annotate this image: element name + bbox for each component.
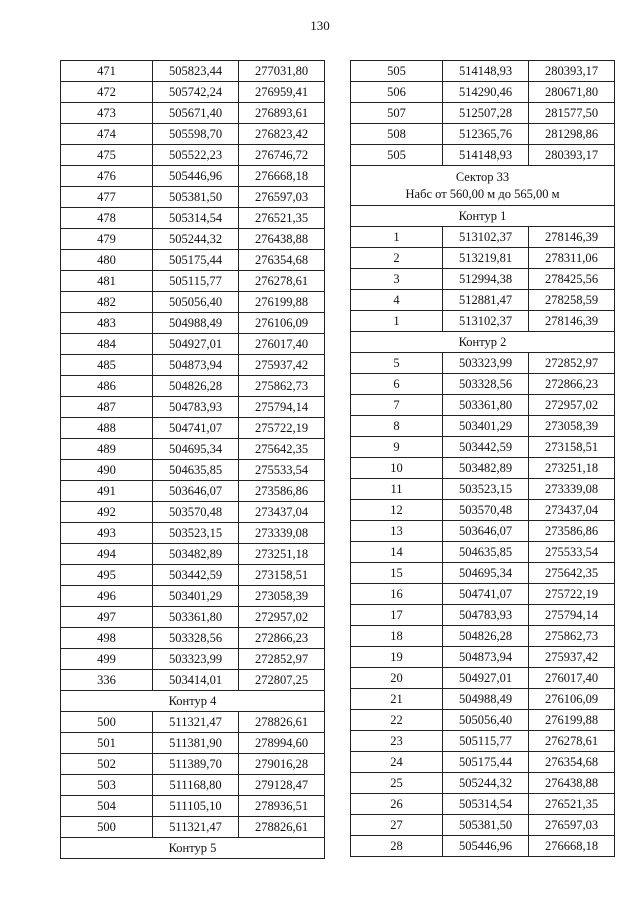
point-number-cell: 476 <box>61 166 153 187</box>
table-row <box>351 752 615 773</box>
x-coordinate-cell: 504988,49 <box>443 689 529 710</box>
point-number-cell: 495 <box>61 565 153 586</box>
point-number-cell: 18 <box>351 626 443 647</box>
x-coordinate-cell: 503328,56 <box>443 374 529 395</box>
table-row <box>351 794 615 815</box>
table-body <box>351 61 615 857</box>
table-row <box>351 500 615 521</box>
table-row <box>61 733 325 754</box>
y-coordinate-cell: 272852,97 <box>529 353 615 374</box>
x-coordinate-cell: 503328,56 <box>153 628 239 649</box>
x-coordinate-cell: 511105,10 <box>153 796 239 817</box>
y-coordinate-cell: 276354,68 <box>529 752 615 773</box>
x-coordinate-cell: 514290,46 <box>443 82 529 103</box>
table-row <box>61 460 325 481</box>
x-coordinate-cell: 504873,94 <box>443 647 529 668</box>
y-coordinate-cell: 280671,80 <box>529 82 615 103</box>
x-coordinate-cell: 503646,07 <box>153 481 239 502</box>
point-number-cell: 500 <box>61 817 153 838</box>
x-coordinate-cell: 503523,15 <box>153 523 239 544</box>
y-coordinate-cell: 276017,40 <box>239 334 325 355</box>
y-coordinate-cell: 278311,06 <box>529 248 615 269</box>
x-coordinate-cell: 504695,34 <box>153 439 239 460</box>
table-row <box>61 607 325 628</box>
point-number-cell: 3 <box>351 269 443 290</box>
point-number-cell: 13 <box>351 521 443 542</box>
x-coordinate-cell: 512881,47 <box>443 290 529 311</box>
x-coordinate-cell: 511381,90 <box>153 733 239 754</box>
y-coordinate-cell: 275533,54 <box>239 460 325 481</box>
table-row <box>351 374 615 395</box>
point-number-cell: 503 <box>61 775 153 796</box>
table-row <box>351 584 615 605</box>
point-number-cell: 498 <box>61 628 153 649</box>
point-number-cell: 8 <box>351 416 443 437</box>
point-number-cell: 471 <box>61 61 153 82</box>
y-coordinate-cell: 275722,19 <box>529 584 615 605</box>
y-coordinate-cell: 275862,73 <box>529 626 615 647</box>
y-coordinate-cell: 278994,60 <box>239 733 325 754</box>
y-coordinate-cell: 275642,35 <box>239 439 325 460</box>
y-coordinate-cell: 273339,08 <box>529 479 615 500</box>
y-coordinate-cell: 276597,03 <box>239 187 325 208</box>
x-coordinate-cell: 513219,81 <box>443 248 529 269</box>
point-number-cell: 27 <box>351 815 443 836</box>
x-coordinate-cell: 505175,44 <box>153 250 239 271</box>
x-coordinate-cell: 504873,94 <box>153 355 239 376</box>
table-row <box>351 542 615 563</box>
table-row <box>351 311 615 332</box>
point-number-cell: 12 <box>351 500 443 521</box>
point-number-cell: 496 <box>61 586 153 607</box>
y-coordinate-cell: 276438,88 <box>529 773 615 794</box>
table-row <box>61 166 325 187</box>
point-number-cell: 19 <box>351 647 443 668</box>
table-row <box>351 626 615 647</box>
y-coordinate-cell: 276893,61 <box>239 103 325 124</box>
x-coordinate-cell: 503570,48 <box>443 500 529 521</box>
x-coordinate-cell: 503361,80 <box>443 395 529 416</box>
sector-title: Сектор 33 <box>455 170 510 184</box>
y-coordinate-cell: 273339,08 <box>239 523 325 544</box>
x-coordinate-cell: 513102,37 <box>443 227 529 248</box>
point-number-cell: 492 <box>61 502 153 523</box>
y-coordinate-cell: 275642,35 <box>529 563 615 584</box>
y-coordinate-cell: 279016,28 <box>239 754 325 775</box>
y-coordinate-cell: 276668,18 <box>239 166 325 187</box>
table-row <box>351 103 615 124</box>
y-coordinate-cell: 278936,51 <box>239 796 325 817</box>
point-number-cell: 493 <box>61 523 153 544</box>
x-coordinate-cell: 504826,28 <box>443 626 529 647</box>
y-coordinate-cell: 279128,47 <box>239 775 325 796</box>
y-coordinate-cell: 280393,17 <box>529 145 615 166</box>
y-coordinate-cell: 276199,88 <box>239 292 325 313</box>
point-number-cell: 14 <box>351 542 443 563</box>
table-row <box>351 836 615 857</box>
contour-heading-row <box>351 206 615 227</box>
point-number-cell: 508 <box>351 124 443 145</box>
table-row <box>351 563 615 584</box>
x-coordinate-cell: 505446,96 <box>443 836 529 857</box>
point-number-cell: 474 <box>61 124 153 145</box>
point-number-cell: 20 <box>351 668 443 689</box>
x-coordinate-cell: 505244,32 <box>443 773 529 794</box>
x-coordinate-cell: 503442,59 <box>153 565 239 586</box>
y-coordinate-cell: 275533,54 <box>529 542 615 563</box>
x-coordinate-cell: 503482,89 <box>443 458 529 479</box>
y-coordinate-cell: 273586,86 <box>239 481 325 502</box>
x-coordinate-cell: 503442,59 <box>443 437 529 458</box>
y-coordinate-cell: 278258,59 <box>529 290 615 311</box>
y-coordinate-cell: 275937,42 <box>529 647 615 668</box>
x-coordinate-cell: 505742,24 <box>153 82 239 103</box>
y-coordinate-cell: 276959,41 <box>239 82 325 103</box>
x-coordinate-cell: 503646,07 <box>443 521 529 542</box>
y-coordinate-cell: 276521,35 <box>529 794 615 815</box>
table-row <box>61 103 325 124</box>
x-coordinate-cell: 503401,29 <box>443 416 529 437</box>
table-row <box>61 61 325 82</box>
point-number-cell: 507 <box>351 103 443 124</box>
x-coordinate-cell: 505115,77 <box>153 271 239 292</box>
x-coordinate-cell: 513102,37 <box>443 311 529 332</box>
point-number-cell: 7 <box>351 395 443 416</box>
table-row <box>61 481 325 502</box>
x-coordinate-cell: 505115,77 <box>443 731 529 752</box>
table-row <box>351 458 615 479</box>
table-row <box>351 521 615 542</box>
table-row <box>351 815 615 836</box>
y-coordinate-cell: 276199,88 <box>529 710 615 731</box>
y-coordinate-cell: 276278,61 <box>529 731 615 752</box>
table-row <box>61 523 325 544</box>
point-number-cell: 28 <box>351 836 443 857</box>
table-row <box>351 479 615 500</box>
y-coordinate-cell: 276521,35 <box>239 208 325 229</box>
table-row <box>61 712 325 733</box>
point-number-cell: 17 <box>351 605 443 626</box>
y-coordinate-cell: 281298,86 <box>529 124 615 145</box>
table-row <box>351 269 615 290</box>
x-coordinate-cell: 505671,40 <box>153 103 239 124</box>
point-number-cell: 484 <box>61 334 153 355</box>
point-number-cell: 24 <box>351 752 443 773</box>
y-coordinate-cell: 276017,40 <box>529 668 615 689</box>
x-coordinate-cell: 512365,76 <box>443 124 529 145</box>
table-row <box>351 668 615 689</box>
table-row <box>351 647 615 668</box>
contour-heading-row <box>61 838 325 859</box>
table-row <box>351 353 615 374</box>
x-coordinate-cell: 503323,99 <box>443 353 529 374</box>
point-number-cell: 473 <box>61 103 153 124</box>
point-number-cell: 5 <box>351 353 443 374</box>
point-number-cell: 22 <box>351 710 443 731</box>
x-coordinate-cell: 504826,28 <box>153 376 239 397</box>
x-coordinate-cell: 504927,01 <box>443 668 529 689</box>
y-coordinate-cell: 272807,25 <box>239 670 325 691</box>
contour-heading: Контур 2 <box>351 332 615 353</box>
point-number-cell: 490 <box>61 460 153 481</box>
sector-height-range: Набс от 560,00 м до 565,00 м <box>405 187 560 201</box>
point-number-cell: 2 <box>351 248 443 269</box>
x-coordinate-cell: 514148,93 <box>443 61 529 82</box>
point-number-cell: 15 <box>351 563 443 584</box>
x-coordinate-cell: 505522,23 <box>153 145 239 166</box>
table-row <box>61 313 325 334</box>
y-coordinate-cell: 278826,61 <box>239 817 325 838</box>
table-row <box>61 334 325 355</box>
y-coordinate-cell: 276668,18 <box>529 836 615 857</box>
y-coordinate-cell: 272957,02 <box>239 607 325 628</box>
y-coordinate-cell: 275862,73 <box>239 376 325 397</box>
point-number-cell: 505 <box>351 145 443 166</box>
x-coordinate-cell: 511389,70 <box>153 754 239 775</box>
y-coordinate-cell: 277031,80 <box>239 61 325 82</box>
y-coordinate-cell: 278146,39 <box>529 227 615 248</box>
point-number-cell: 11 <box>351 479 443 500</box>
x-coordinate-cell: 505598,70 <box>153 124 239 145</box>
y-coordinate-cell: 276823,42 <box>239 124 325 145</box>
y-coordinate-cell: 272866,23 <box>529 374 615 395</box>
point-number-cell: 501 <box>61 733 153 754</box>
y-coordinate-cell: 275937,42 <box>239 355 325 376</box>
point-number-cell: 4 <box>351 290 443 311</box>
y-coordinate-cell: 275794,14 <box>529 605 615 626</box>
table-row <box>61 565 325 586</box>
table-row <box>351 437 615 458</box>
x-coordinate-cell: 504783,93 <box>443 605 529 626</box>
table-row <box>61 754 325 775</box>
point-number-cell: 506 <box>351 82 443 103</box>
point-number-cell: 486 <box>61 376 153 397</box>
contour-heading: Контур 1 <box>351 206 615 227</box>
contour-heading-row <box>61 691 325 712</box>
point-number-cell: 472 <box>61 82 153 103</box>
y-coordinate-cell: 272957,02 <box>529 395 615 416</box>
table-row <box>351 416 615 437</box>
x-coordinate-cell: 504988,49 <box>153 313 239 334</box>
table-row <box>61 670 325 691</box>
table-row <box>61 271 325 292</box>
table-body <box>61 61 325 859</box>
x-coordinate-cell: 504927,01 <box>153 334 239 355</box>
y-coordinate-cell: 273251,18 <box>529 458 615 479</box>
point-number-cell: 26 <box>351 794 443 815</box>
point-number-cell: 1 <box>351 311 443 332</box>
point-number-cell: 10 <box>351 458 443 479</box>
y-coordinate-cell: 276278,61 <box>239 271 325 292</box>
y-coordinate-cell: 272852,97 <box>239 649 325 670</box>
table-row <box>61 817 325 838</box>
y-coordinate-cell: 278826,61 <box>239 712 325 733</box>
x-coordinate-cell: 512994,38 <box>443 269 529 290</box>
table-row <box>351 290 615 311</box>
table-row <box>351 61 615 82</box>
x-coordinate-cell: 504695,34 <box>443 563 529 584</box>
point-number-cell: 475 <box>61 145 153 166</box>
x-coordinate-cell: 511168,80 <box>153 775 239 796</box>
table-row <box>351 689 615 710</box>
x-coordinate-cell: 503361,80 <box>153 607 239 628</box>
point-number-cell: 489 <box>61 439 153 460</box>
table-row <box>351 82 615 103</box>
point-number-cell: 9 <box>351 437 443 458</box>
x-coordinate-cell: 505314,54 <box>153 208 239 229</box>
y-coordinate-cell: 276438,88 <box>239 229 325 250</box>
x-coordinate-cell: 505056,40 <box>443 710 529 731</box>
table-row <box>61 649 325 670</box>
table-row <box>61 586 325 607</box>
x-coordinate-cell: 505056,40 <box>153 292 239 313</box>
coordinates-table-left <box>60 60 325 859</box>
table-row <box>351 227 615 248</box>
page-number: 130 <box>310 18 330 33</box>
x-coordinate-cell: 504741,07 <box>153 418 239 439</box>
point-number-cell: 491 <box>61 481 153 502</box>
table-row <box>61 502 325 523</box>
y-coordinate-cell: 276106,09 <box>529 689 615 710</box>
y-coordinate-cell: 273158,51 <box>529 437 615 458</box>
sector-heading-row <box>351 166 615 206</box>
y-coordinate-cell: 273437,04 <box>529 500 615 521</box>
point-number-cell: 6 <box>351 374 443 395</box>
y-coordinate-cell: 276106,09 <box>239 313 325 334</box>
y-coordinate-cell: 272866,23 <box>239 628 325 649</box>
x-coordinate-cell: 503523,15 <box>443 479 529 500</box>
point-number-cell: 21 <box>351 689 443 710</box>
point-number-cell: 500 <box>61 712 153 733</box>
y-coordinate-cell: 273437,04 <box>239 502 325 523</box>
table-row <box>351 145 615 166</box>
table-row <box>61 628 325 649</box>
y-coordinate-cell: 273158,51 <box>239 565 325 586</box>
x-coordinate-cell: 503414,01 <box>153 670 239 691</box>
y-coordinate-cell: 276597,03 <box>529 815 615 836</box>
table-row <box>351 395 615 416</box>
x-coordinate-cell: 503482,89 <box>153 544 239 565</box>
x-coordinate-cell: 505314,54 <box>443 794 529 815</box>
point-number-cell: 488 <box>61 418 153 439</box>
y-coordinate-cell: 278146,39 <box>529 311 615 332</box>
table-row <box>351 710 615 731</box>
x-coordinate-cell: 504635,85 <box>153 460 239 481</box>
y-coordinate-cell: 275722,19 <box>239 418 325 439</box>
point-number-cell: 487 <box>61 397 153 418</box>
table-row <box>351 731 615 752</box>
point-number-cell: 505 <box>351 61 443 82</box>
y-coordinate-cell: 273251,18 <box>239 544 325 565</box>
table-row <box>61 250 325 271</box>
table-row <box>61 775 325 796</box>
table-row <box>61 82 325 103</box>
y-coordinate-cell: 276354,68 <box>239 250 325 271</box>
table-row <box>61 376 325 397</box>
table-row <box>61 439 325 460</box>
point-number-cell: 502 <box>61 754 153 775</box>
x-coordinate-cell: 504741,07 <box>443 584 529 605</box>
table-row <box>61 187 325 208</box>
table-row <box>351 605 615 626</box>
point-number-cell: 482 <box>61 292 153 313</box>
table-row <box>351 248 615 269</box>
y-coordinate-cell: 278425,56 <box>529 269 615 290</box>
point-number-cell: 1 <box>351 227 443 248</box>
x-coordinate-cell: 505381,50 <box>443 815 529 836</box>
y-coordinate-cell: 275794,14 <box>239 397 325 418</box>
x-coordinate-cell: 505823,44 <box>153 61 239 82</box>
point-number-cell: 497 <box>61 607 153 628</box>
table-row <box>61 145 325 166</box>
x-coordinate-cell: 503323,99 <box>153 649 239 670</box>
point-number-cell: 479 <box>61 229 153 250</box>
x-coordinate-cell: 504635,85 <box>443 542 529 563</box>
table-row <box>61 124 325 145</box>
table-row <box>61 292 325 313</box>
x-coordinate-cell: 504783,93 <box>153 397 239 418</box>
x-coordinate-cell: 505244,32 <box>153 229 239 250</box>
table-row <box>351 773 615 794</box>
table-row <box>351 124 615 145</box>
point-number-cell: 485 <box>61 355 153 376</box>
sector-heading <box>351 166 615 206</box>
point-number-cell: 481 <box>61 271 153 292</box>
table-row <box>61 796 325 817</box>
y-coordinate-cell: 281577,50 <box>529 103 615 124</box>
point-number-cell: 477 <box>61 187 153 208</box>
table-row <box>61 208 325 229</box>
point-number-cell: 23 <box>351 731 443 752</box>
point-number-cell: 25 <box>351 773 443 794</box>
y-coordinate-cell: 280393,17 <box>529 61 615 82</box>
point-number-cell: 16 <box>351 584 443 605</box>
table-row <box>61 229 325 250</box>
point-number-cell: 480 <box>61 250 153 271</box>
x-coordinate-cell: 514148,93 <box>443 145 529 166</box>
x-coordinate-cell: 503570,48 <box>153 502 239 523</box>
point-number-cell: 478 <box>61 208 153 229</box>
coordinates-table-right <box>350 60 615 857</box>
y-coordinate-cell: 273058,39 <box>529 416 615 437</box>
x-coordinate-cell: 505175,44 <box>443 752 529 773</box>
x-coordinate-cell: 511321,47 <box>153 817 239 838</box>
x-coordinate-cell: 503401,29 <box>153 586 239 607</box>
y-coordinate-cell: 273058,39 <box>239 586 325 607</box>
table-row <box>61 544 325 565</box>
point-number-cell: 336 <box>61 670 153 691</box>
point-number-cell: 499 <box>61 649 153 670</box>
table-row <box>61 397 325 418</box>
point-number-cell: 483 <box>61 313 153 334</box>
contour-heading-row <box>351 332 615 353</box>
x-coordinate-cell: 512507,28 <box>443 103 529 124</box>
table-row <box>61 418 325 439</box>
point-number-cell: 504 <box>61 796 153 817</box>
contour-heading: Контур 5 <box>61 838 325 859</box>
point-number-cell: 494 <box>61 544 153 565</box>
x-coordinate-cell: 505446,96 <box>153 166 239 187</box>
y-coordinate-cell: 276746,72 <box>239 145 325 166</box>
x-coordinate-cell: 511321,47 <box>153 712 239 733</box>
table-row <box>61 355 325 376</box>
contour-heading: Контур 4 <box>61 691 325 712</box>
y-coordinate-cell: 273586,86 <box>529 521 615 542</box>
x-coordinate-cell: 505381,50 <box>153 187 239 208</box>
